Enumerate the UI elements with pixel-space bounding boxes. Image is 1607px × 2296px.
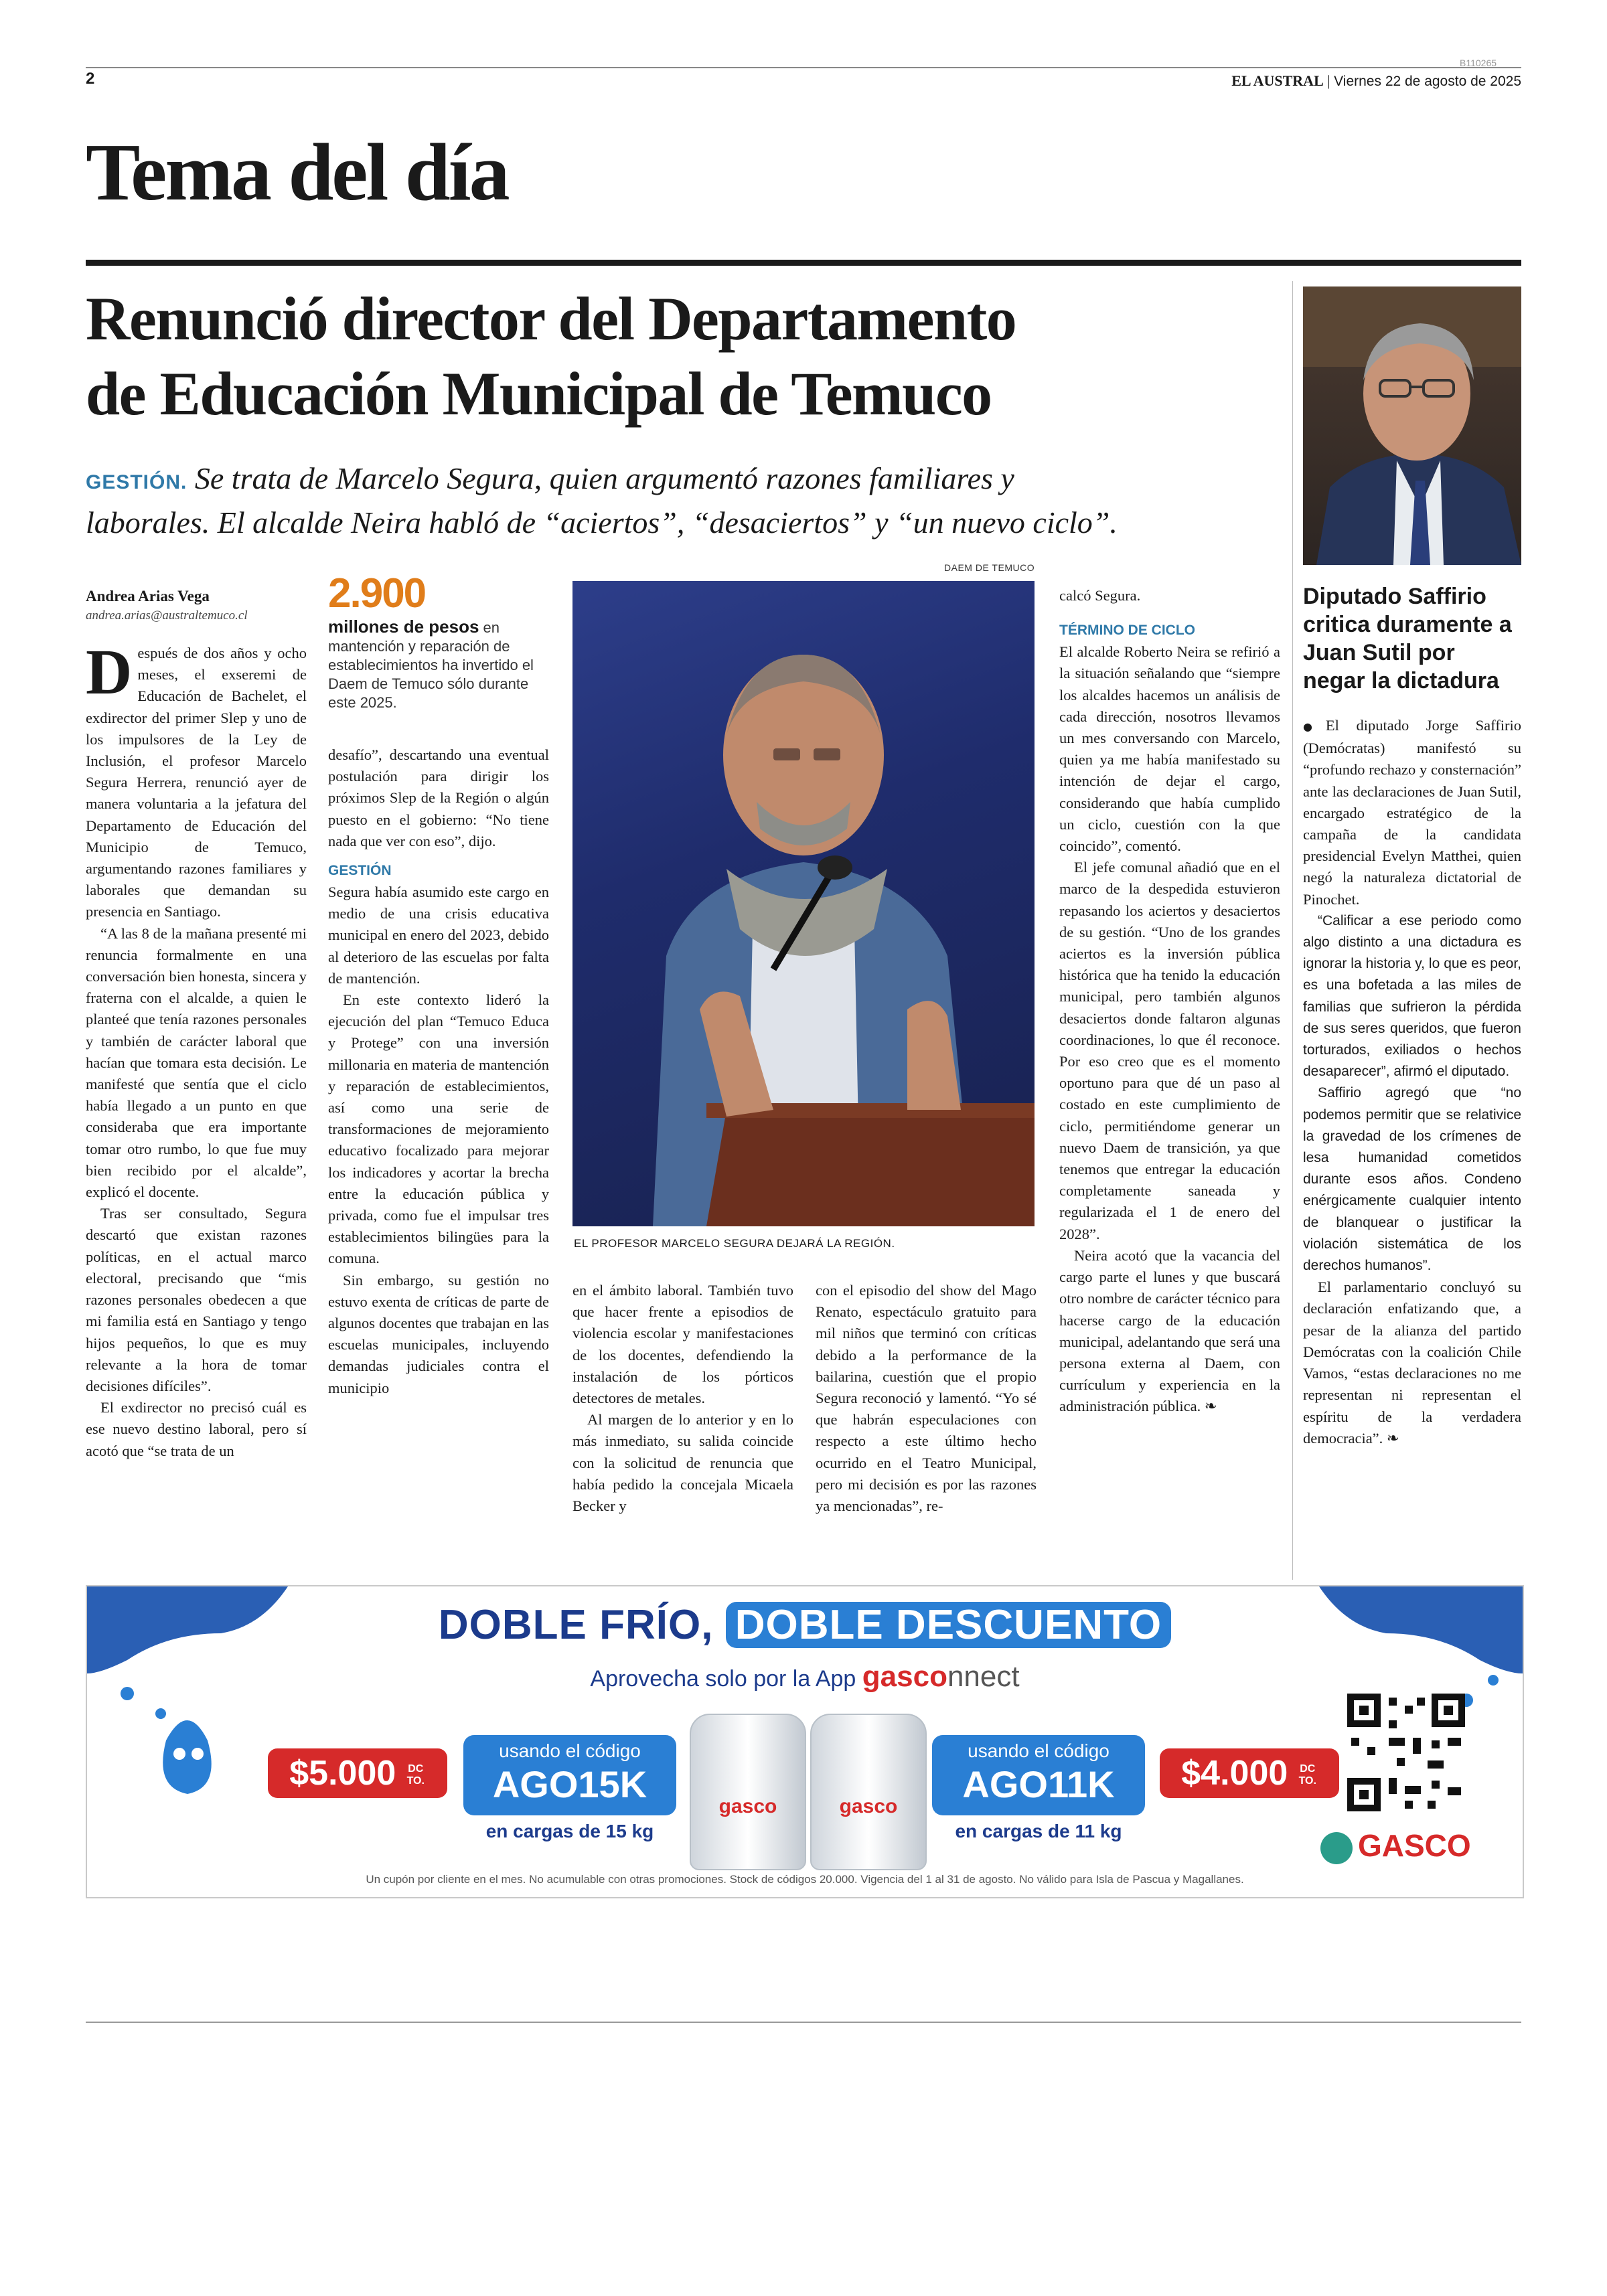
stat-text (328, 617, 553, 712)
right-code: AGO11K (962, 1763, 1115, 1805)
qr-code[interactable] (1347, 1694, 1465, 1811)
byline-email: andrea.arias@australtemuco.cl (86, 608, 248, 623)
issue-date: Viernes 22 de agosto de 2025 (1334, 74, 1521, 89)
body-text: El parlamentario concluyó su declaración enfatizando que, a pesar de la alianza del partido Demócratas con la coalición Chile Vamos, “estas declaraciones no me representan ni representan el espíritu de la verdadera democracia”. (1303, 1279, 1521, 1447)
body-paragraph (1303, 1277, 1521, 1449)
sidebar-headline: Diputado Saffirio critica duramente a Juan Sutil por negar la dictadura (1303, 584, 1512, 693)
body-paragraph (86, 636, 307, 923)
stat-desc: en mantención y reparación de establecimientos ha invertido el Daem de Temuco sólo durante este 2025. (328, 619, 534, 711)
headline-line-1: Renunció director del Departamento (86, 284, 1016, 353)
deputy-portrait (1303, 286, 1521, 565)
end-mark-icon: ❧ (1386, 1429, 1399, 1447)
body-paragraph: “A las 8 de la mañana presenté mi renuncia formalmente en una conversación bien honesta, sincera y fraterna con el alcalde, a quien le planteé que tenía razones personales y también de carácter laboral que hacían que tomara esta decisión. Le manifesté que sentía que el ciclo había llegado a un punto en que consideraba que era importante tomar otro rumbo, lo que fue muy bien recibido por el alcalde”, explicó el docente. (86, 924, 307, 1201)
publication-name: EL AUSTRAL (1231, 72, 1324, 89)
body-paragraph: Sin embargo, su gestión no estuvo exenta de críticas de parte de algunos docentes que trabajan en las escuelas municipales, incluyendo demandas judiciales contra el municipio (328, 1271, 549, 1396)
end-mark-icon: ❧ (1204, 1398, 1217, 1416)
subhead-gestion: GESTIÓN (328, 863, 392, 879)
sidebar-divider (1292, 281, 1293, 1580)
body-paragraph: En este contexto lideró la ejecución del plan “Temuco Educa y Protege” con una inversión millonaria en materia de mantención y reparación de establecimientos, así como una serie de transformaciones de mejoramiento educativo focalizado para mejorar los indicadores y acortar la brecha entre la educación pública y privada, como fue el impulsar tres establecimientos bilingües para la comuna. (328, 991, 549, 1267)
gasco-logo (1320, 1827, 1471, 1864)
stat-bold: millones de pesos (328, 617, 479, 637)
main-photo (572, 581, 1035, 1226)
qr-code-icon (1347, 1694, 1465, 1811)
right-code-box (932, 1735, 1145, 1815)
lead-line-1 (86, 459, 1264, 503)
folio (1231, 72, 1521, 90)
column-1 (86, 586, 307, 1462)
body-paragraph: Tras ser consultado, Segura descartó que existan razones políticas, en el actual marco electoral, precisando que “mis razones personales obedecen a que mi familia está en Santiago y tengo hijos pequeños, lo que es muy relevante a la hora de tomar decisiones difíciles”. (86, 1205, 307, 1394)
body-paragraph: Segura había asumido este cargo en medio de una crisis educativa municipal en enero del 2023, debido al deterioro de las escuelas por falta de mantención. (328, 884, 549, 987)
section-title: Tema del día (86, 127, 508, 218)
bullet-icon: ● (1303, 720, 1326, 733)
byline-author: Andrea Arias Vega (86, 588, 210, 604)
gasco-logo-icon (1320, 1832, 1353, 1864)
ad-title-b: DOBLE DESCUENTO (726, 1602, 1171, 1648)
code-label: B110265 (1460, 58, 1497, 68)
ad-app-brand-b: nnect (947, 1660, 1020, 1693)
column-3 (572, 1280, 793, 1517)
stat-number: 2.900 (328, 570, 426, 617)
lead-line-2: laborales. El alcalde Neira habló de “aciertos”, “desaciertos” y “un nuevo ciclo”. (86, 505, 1118, 540)
lead (86, 459, 1264, 543)
gas-cylinder-15kg (690, 1714, 806, 1870)
top-rule (86, 67, 1521, 68)
right-dcto: DC TO. (1298, 1763, 1316, 1787)
left-amount: $5.000 (289, 1754, 396, 1793)
ad-title-a: DOBLE FRÍO, (438, 1602, 714, 1648)
body-paragraph: “Calificar a ese periodo como algo distinto a una dictadura es ignorar la historia y, lo que es peor, es una bofetada a las miles de familias que sufrieron la pérdida de sus seres queridos, que fueron torturados, exiliados o hechos desaparecer”, afirmó el diputado. (1303, 912, 1521, 1080)
folio-separator: | (1323, 72, 1334, 89)
body-paragraph (1303, 715, 1521, 910)
body-paragraph: El jefe comunal añadió que en el marco de la despedida estuvieron repasando los aciertos y desaciertos de su gestión. “Uno de los grandes aciertos es la inversión pública histórica que ha tenido la educación municipal, pero también algunos desaciertos donde faltaron algunas coordinaciones, lo que él reconoce. Por eso creo que es el momento oportuno para que dé un paso al costado en este cumplimiento de ciclo, permitiéndome generar un nuevo Daem de transición, ya que tenemos que entregar la educación completamente saneada y regularizada el 1 de enero del 2028”. (1059, 859, 1280, 1242)
column-4 (816, 1280, 1037, 1517)
left-dcto: DC TO. (406, 1763, 425, 1787)
photo-credit: DAEM DE TEMUCO (944, 562, 1035, 573)
headline (86, 281, 1264, 431)
body-paragraph: desafío”, descartando una eventual postulación para dirigir los próximos Slep de la Región o algún puesto en el gobierno: “No tiene nada que ver con eso”, dijo. (328, 746, 549, 849)
ad-title (87, 1601, 1523, 1649)
headline-line-2: de Educación Municipal de Temuco (86, 359, 992, 428)
body-paragraph: en el ámbito laboral. También tuvo que hacer frente a episodios de violencia escolar y manifestaciones de los docentes, defendiendo la instalación de los pórticos detectores de metales. (572, 1282, 793, 1407)
column-5 (1059, 585, 1280, 1418)
body-paragraph (1059, 1245, 1280, 1418)
right-using: usando el código (968, 1740, 1109, 1761)
ad-app-brand-a: gasco (862, 1660, 947, 1693)
left-amount-badge (268, 1748, 447, 1798)
gas-cylinder-11kg (810, 1714, 927, 1870)
page-number: 2 (86, 70, 95, 88)
body-paragraph: Saffirio agregó que “no podemos permitir que se relativice la gravedad de los crímenes de lesa humanidad cometidos durante esos años. Condeno enérgicamente cualquier intento de blanquear o justificar la violación sistemática de los derechos humanos”. (1303, 1085, 1521, 1274)
subhead-termino-de-ciclo: TÉRMINO DE CICLO (1059, 623, 1195, 639)
cylinder-label: gasco (718, 1795, 777, 1817)
cylinder-label: gasco (839, 1795, 898, 1817)
photo-caption: EL PROFESOR MARCELO SEGURA DEJARÁ LA REGIÓN. (574, 1237, 895, 1250)
section-rule (86, 260, 1521, 266)
lead-text-1: Se trata de Marcelo Segura, quien argumentó razones familiares y (194, 461, 1014, 495)
right-amount: $4.000 (1181, 1754, 1288, 1793)
drop-cap: D (86, 636, 133, 708)
left-cargas: en cargas de 15 kg (485, 1821, 654, 1841)
right-cargas: en cargas de 11 kg (955, 1821, 1122, 1841)
ad-app-brand (862, 1660, 1020, 1693)
gasco-logo-text: GASCO (1358, 1828, 1471, 1863)
sidebar-photo (1303, 286, 1521, 565)
ad-subtitle-text: Aprovecha solo por la App (590, 1666, 856, 1692)
body-text: El diputado Jorge Saffirio (Demócratas) manifestó su “profundo rechazo y consternación” ante las declaraciones de Juan Sutil, encargado estratégico de la campaña de la candidata presidencial Evelyn Matthei, quien negó la naturaleza dictatorial de Pinochet. (1303, 717, 1521, 908)
left-code: AGO15K (492, 1763, 647, 1805)
body-paragraph: calcó Segura. (1059, 587, 1141, 604)
sidebar-body (1303, 715, 1521, 1449)
right-amount-badge (1160, 1748, 1339, 1798)
left-code-box (463, 1735, 676, 1815)
body-text: Neira acotó que la vacancia del cargo parte el lunes y que buscará otro nombre de carácter técnico para hacerse cargo de la educación municipal, adelantando que será una persona externa al Daem, con currículum y experiencia en la administración pública. (1059, 1246, 1280, 1415)
ad-subtitle (87, 1660, 1523, 1694)
lead-label: GESTIÓN. (86, 471, 187, 493)
ad-fine-print: Un cupón por cliente en el mes. No acumulable con otras promociones. Stock de códigos 20.000. Vigencia del 1 al 31 de agosto. No válido para Isla de Pascua y Magallanes. (366, 1873, 1244, 1886)
column-2 (328, 744, 549, 1399)
gasco-advertisement[interactable] (86, 1585, 1524, 1898)
body-paragraph: Al margen de lo anterior y en lo más inmediato, su salida coincide con la solicitud de renuncia que había pedido la concejala Micaela Becker y (572, 1411, 793, 1515)
body-paragraph: El exdirector no precisó cuál es ese nuevo destino laboral, pero sí acotó que “se trata de un (86, 1399, 307, 1459)
stat-box (328, 570, 553, 712)
body-text: espués de dos años y ocho meses, el exseremi de Educación de Bachelet, el exdirector del primer Slep y uno de los impulsores de la Ley de Inclusión, el profesor Marcelo Segura Herrera, renunció ayer de manera voluntaria a la jefatura del Departamento de Educación del Municipio de Temuco, argumentando razones familiares y laborales que demandan su presencia en Santiago. (86, 645, 307, 920)
bottom-rule (86, 2022, 1521, 2023)
body-paragraph: El alcalde Roberto Neira se refirió a la situación señalando que “siempre los alcaldes hacemos un análisis de cada dirección, nosotros llevamos un mes conversando con Marcelo, quien ya me había manifestado su intención de dejar el cargo, considerando que había cumplido un ciclo, cuestión con la que coincido”, comentó. (1059, 643, 1280, 855)
left-using: usando el código (499, 1740, 641, 1761)
speaker-illustration (572, 581, 1035, 1226)
body-paragraph: con el episodio del show del Mago Renato, espectáculo gratuito para mil niños que terminó con críticas debido a la performance de la bailarina, cuestión que el propio Segura reconoció y lamentó. “Yo sé que habrán especulaciones con respecto a este último hecho ocurrido en el Teatro Municipal, pero mi decisión es por las razones ya mencionadas”, re- (816, 1282, 1037, 1515)
